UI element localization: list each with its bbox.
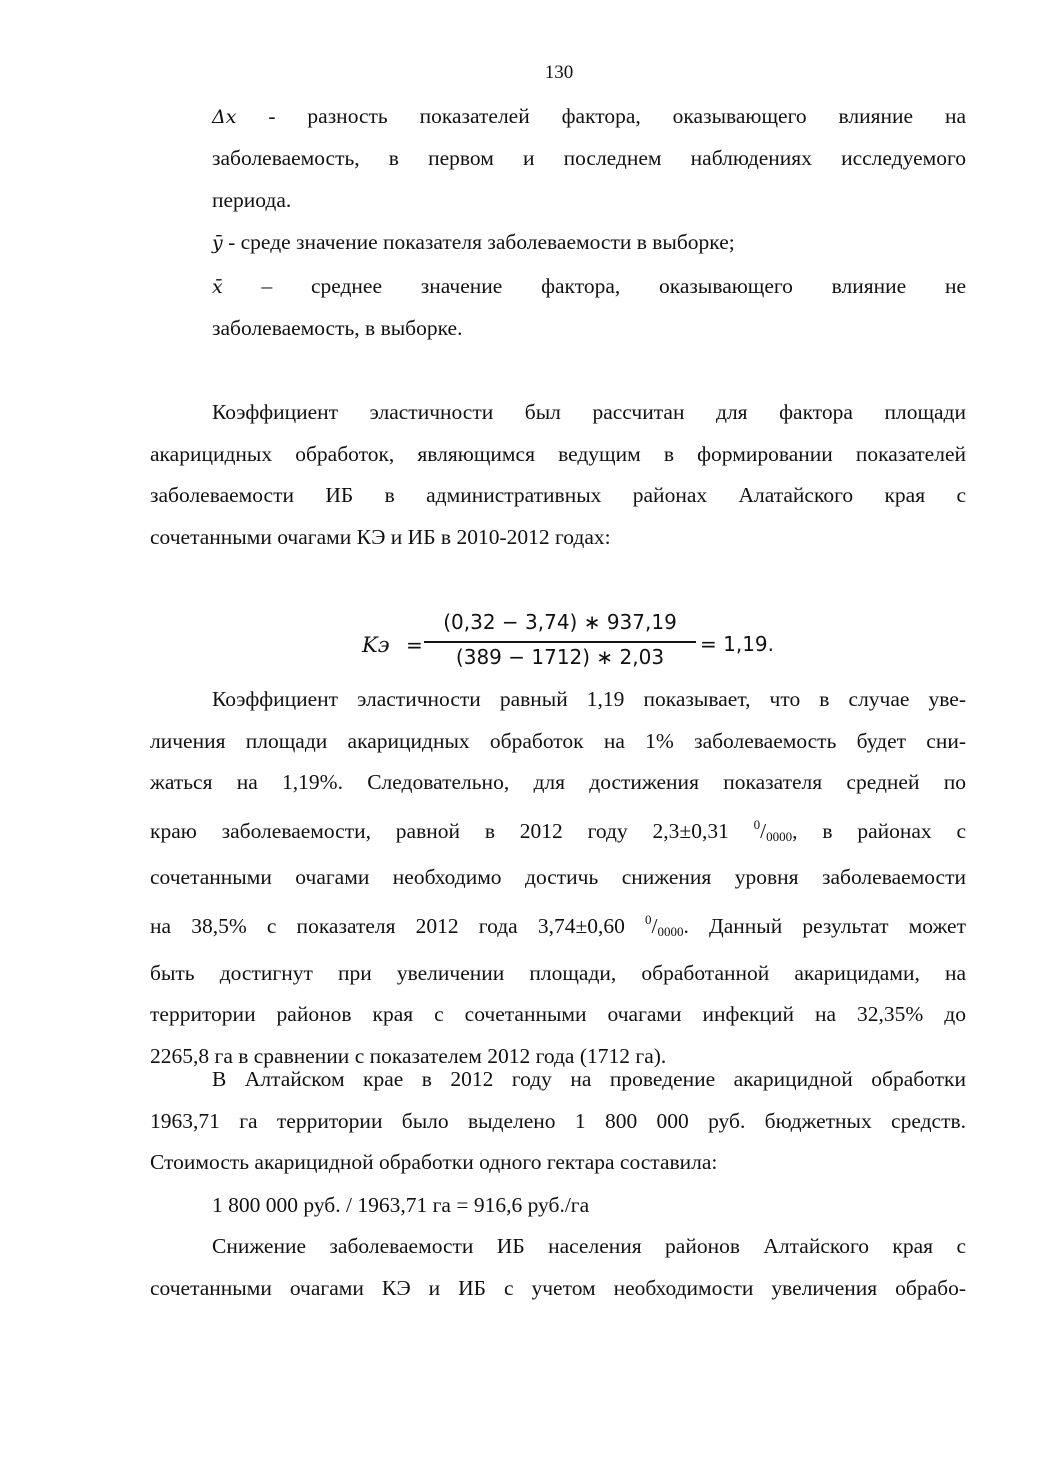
text-line: Коэффициент эластичности равный 1,19 показывает, что в случае уве-	[212, 687, 966, 711]
text-line: быть достигнут при увеличении площади, обработанной акарицидами, на	[150, 960, 966, 985]
paragraph-budget	[150, 1059, 966, 1184]
y-bar-symbol: ȳ	[212, 232, 223, 254]
formula-denominator: (389 − 1712) ∗ 2,03	[455, 645, 665, 669]
formula-lhs: Kэ	[362, 633, 390, 657]
text-line: Снижение заболеваемости ИБ населения районов Алтайского края с	[212, 1234, 966, 1258]
fraction-bar	[424, 641, 696, 643]
definition-x-bar-line1	[212, 265, 966, 308]
text-line: сочетанными очагами КЭ и ИБ в 2010-2012 годах:	[150, 524, 611, 549]
per-mille-subscript: 0000	[766, 828, 793, 844]
text-line: В Алтайском крае в 2012 году на проведение акарицидной обработки	[212, 1067, 966, 1091]
text-line: Коэффициент эластичности был рассчитан для фактора площади	[212, 400, 966, 424]
text-fragment: на 38,5% с показателя 2012 года 3,74±0,60	[150, 913, 625, 938]
text-line: акарицидных обработок, являющимся ведущим в формировании показателей	[150, 441, 966, 466]
definition-delta-x-line3: периода.	[212, 188, 292, 212]
text-line: сочетанными очагами необходимо достичь снижения уровня заболеваемости	[150, 865, 966, 890]
definition-text: – среднее значение фактора, оказывающего влияние не	[261, 274, 966, 298]
definition-delta-x-line2: заболеваемость, в первом и последнем наблюдениях исследуемого	[212, 146, 966, 170]
page-number: 130	[544, 62, 574, 83]
text-fragment: , в районах с	[792, 818, 967, 843]
paragraph-elasticity-intro	[150, 392, 966, 558]
formula-equals: =	[406, 633, 423, 657]
definition-x-bar-line2: заболеваемость, в выборке.	[212, 316, 463, 340]
text-line: личения площади акарицидных обработок на 1% заболеваемость будет сни-	[150, 728, 966, 753]
cost-calculation: 1 800 000 руб. / 1963,71 га = 916,6 руб./га	[212, 1193, 590, 1217]
text-line: сочетанными очагами КЭ и ИБ с учетом необходимости увеличения обрабо-	[150, 1275, 966, 1300]
delta-x-symbol: Δ𝑥	[212, 106, 237, 128]
per-mille-subscript: 0000	[657, 923, 684, 939]
text-line: заболеваемости ИБ в административных районах Алатайского края с	[150, 483, 966, 508]
text-fragment: краю заболеваемости, равной в 2012 году 2,3±0,31	[150, 818, 729, 843]
per-mille-superscript: 0	[753, 816, 761, 832]
definition-text: - разность показателей фактора, оказывающего влияние на	[268, 104, 967, 128]
paragraph-elasticity-result	[150, 679, 966, 1077]
text-line: на 38,5% с показателя 2012 года 3,74±0,60 $^0/_{0000}$. Данный результат может	[150, 911, 966, 939]
text-line: территории районов края с сочетанными очагами инфекций на 32,35% до	[150, 1002, 966, 1027]
text-line: жаться на 1,19%. Следовательно, для достижения показателя средней по	[150, 770, 966, 795]
text-line: Стоимость акарицидной обработки одного гектара составила:	[150, 1150, 718, 1175]
text-line: 2265,8 га в сравнении с показателем 2012 года (1712 га).	[150, 1043, 667, 1068]
text-fragment: . Данный результат может	[683, 913, 966, 938]
definition-delta-x-line1	[212, 95, 966, 138]
formula-numerator: (0,32 − 3,74) ∗ 937,19	[443, 610, 677, 634]
text-line: краю заболеваемости, равной в 2012 году 2,3±0,31 $^0/_{0000}$, в районах с	[150, 816, 967, 844]
per-mille-superscript: 0	[645, 911, 652, 927]
definition-text: - среде значение показателя заболеваемости в выборке;	[228, 230, 735, 254]
definition-y-bar	[212, 221, 966, 264]
formula-result: = 1,19.	[700, 632, 775, 656]
paragraph-incidence-reduction	[150, 1226, 966, 1309]
text-line: 1963,71 га территории было выделено 1 800 000 руб. бюджетных средств.	[150, 1108, 966, 1133]
x-bar-symbol: x̄	[212, 276, 223, 298]
